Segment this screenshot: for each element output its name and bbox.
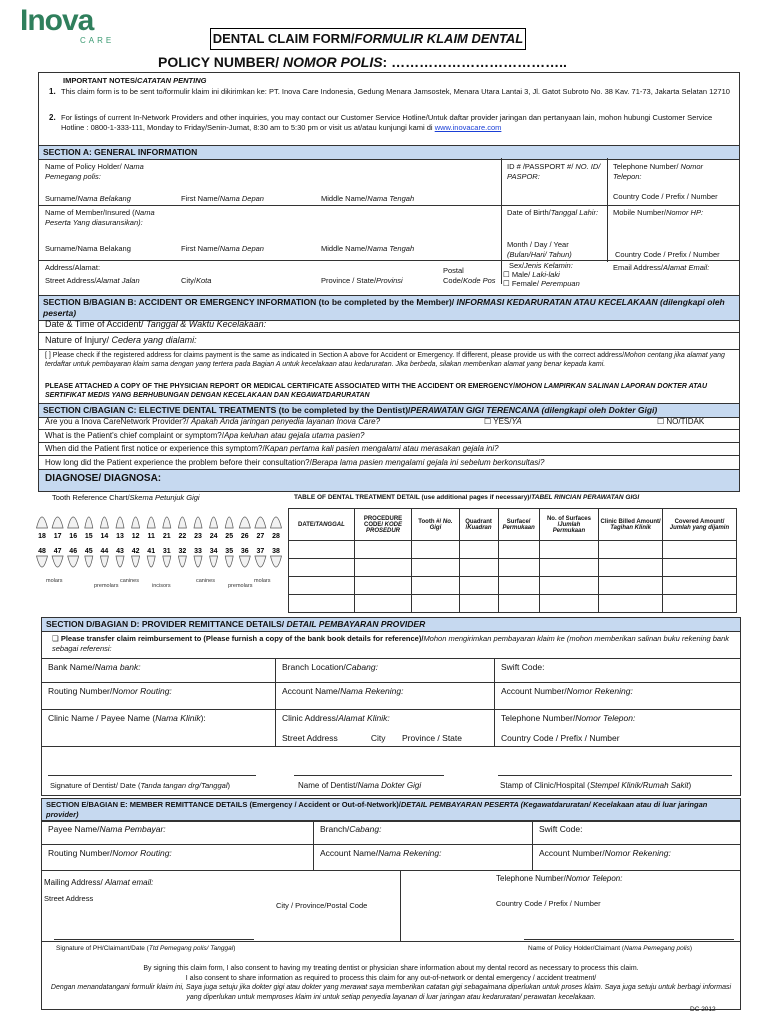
id-passport-label [507,162,602,182]
consent-line-1: By signing this claim form, I also consent to having my treating dentist or physician share information about my dental record as necessary to process this claim. [143,965,639,972]
table-row[interactable] [289,541,737,559]
upper-tooth-number: 22 [178,533,187,540]
mobile-label [613,208,703,218]
upper-tooth-icon [100,517,108,528]
logo-subtext: CARE [80,36,115,45]
jaw-label: molars [254,578,271,584]
upper-tooth-icon [178,517,186,528]
tooth-chart-it: Skema Petunjuk Gigi [129,493,200,502]
email-label [613,263,709,273]
lower-tooth-number: 33 [194,548,202,555]
upper-tooth-icon [68,517,79,528]
postal-label [443,266,503,286]
transfer-note: ❏ Please transfer claim reimbursement to (Please furnish a copy of the bank book details for reference)/Mohon mengirimkan pembayaran klaim ke (mohon memberikan salinan buku rekening bank sebagai referensi: [52,634,730,653]
section-b-header-it: INFORMASI KEDARURATAN ATAU KECELAKAAN (dilengkapi oleh peserta) [43,297,725,318]
dob-en: Date of Birth/ [507,208,551,217]
clinic-name-field[interactable]: Clinic Name / Payee Name (Nama Klinik): [42,710,276,747]
table-row[interactable] [289,559,737,577]
jaw-label: incisors [152,583,171,588]
jaw-label: canines [196,578,215,584]
mobile-it: Nomor HP: [665,208,704,217]
mailing-address-label[interactable]: Mailing Address/ Alamat email: [44,878,154,887]
surname-label [45,194,131,204]
lower-tooth-number: 46 [69,548,78,555]
member-telephone-label[interactable]: Telephone Number/Nomor Telepon: [496,874,623,883]
dentist-signature-label: Signature of Dentist/ Date (Tanda tangan drg/Tanggal) [50,781,230,790]
telephone-label [613,162,733,182]
section-c-header-it: PERAWATAN GIGI TERENCANA (dilengkapi oleh Dokter Gigi) [410,405,658,415]
section-d-header [42,618,740,632]
attach-note [45,382,735,400]
holder-name-label [45,162,165,182]
table-row[interactable] [289,595,737,613]
upper-tooth-number: 24 [209,533,218,540]
form-code: DC 2012 [690,1006,716,1013]
upper-tooth-number: 13 [116,533,124,540]
lower-tooth-icon [132,556,140,567]
logo-text: Inova [20,4,94,37]
col-quadrant: Quadrant /Kuadran [459,509,498,541]
surname-en: Surname/ [45,194,78,203]
section-c-header [39,403,739,418]
firstname-it: Nama Depan [219,194,264,203]
attach-it: MOHON LAMPIRKAN SALINAN LAPORAN DOKTER ATAU SERTIFIKAT MEDIS YANG BERHUBUNGAN DENGAN KECELAKAAN DAN KEGAWATDARURATAN [45,383,708,399]
policy-label: POLICY NUMBER/ [158,54,283,70]
upper-tooth-icon [37,517,48,528]
q1-it: Apakah Anda jaringan penyedia layanan Inova Care? [190,417,381,426]
table-title-it: TABEL RINCIAN PERAWATAN GIGI [531,494,640,501]
lower-tooth-icon [239,556,250,567]
member-account-number-field[interactable]: Account Number/Nomor Rekening: [533,845,741,871]
form-main-box [38,72,740,492]
upper-tooth-number: 17 [53,533,62,540]
sex-it: Jenis Kelamin: [524,261,573,270]
lower-tooth-number: 42 [131,548,140,555]
bank-name-field[interactable]: Bank Name/Nama bank: [42,659,276,683]
surname-label-2: Surname/Nama Belakang [45,244,131,253]
upper-tooth-number: 12 [131,533,140,540]
upper-tooth-icon [194,517,202,528]
claimant-signature-label: Signature of PH/Claimant/Date (Ttd Pemegang polis/ Tanggal) [56,945,236,952]
accident-date-it: Tanggal & Waktu Kecelakaan: [146,319,267,329]
email-en: Email Address/ [613,263,664,272]
note-2-num: 2. [49,113,56,122]
member-city-label: City / Province/Postal Code [276,901,368,910]
tooth-chart [32,506,284,588]
lower-tooth-icon [225,556,233,567]
upper-tooth-icon [85,517,93,528]
section-d-box [41,617,741,796]
injury-en: Nature of Injury/ [45,335,112,345]
title-prefix: DENTAL CLAIM FORM/ [212,31,355,46]
lower-tooth-number: 34 [209,548,218,555]
lower-tooth-number: 32 [178,548,187,555]
female-en: Female/ [511,279,541,288]
branch-field[interactable]: Branch Location/Cabang: [276,659,495,683]
female-option[interactable]: ☐ Female/ Perempuan [503,279,580,288]
street-en: Street Address/ [45,276,97,285]
q1-en: Are you a Inova CareNetwork Provider?/ [45,417,191,426]
upper-tooth-icon [271,517,282,528]
note-1-num: 1. [49,87,56,96]
check-note-en: [ ] Please check if the registered address for claims payment is the same as indicated in Section A above for Accident or Emergency. If different, please provide us with the correct address/ [45,352,625,359]
lower-tooth-icon [100,556,108,567]
lower-tooth-number: 41 [147,548,156,555]
lower-tooth-icon [116,556,124,567]
middlename2-en: Middle Name/ [321,244,368,253]
upper-tooth-number: 25 [225,533,234,540]
member-routing-field[interactable]: Routing Number/Nomor Routing: [42,845,314,871]
lower-tooth-icon [37,556,48,567]
jaw-label: molars [46,578,63,584]
clinic-address-field[interactable]: Clinic Address/Alamat Klinik: Street Address City Province / State [276,710,495,747]
q2-it: Apa keluhan atau gejala utama pasien? [223,431,365,440]
upper-tooth-number: 16 [69,533,78,540]
lower-tooth-icon [210,556,218,567]
section-a-body [39,158,739,288]
q3-en: When did the Patient first notice or experience this symptom?/ [45,444,265,453]
lower-tooth-icon [178,556,186,567]
id-passport-it: NO. ID/ PASPOR: [507,162,601,181]
upper-tooth-number: 27 [256,533,265,540]
treatment-table-header [289,509,737,541]
no-label: NO/TIDAK [666,417,705,426]
transfer-en: Please transfer claim reimbursement to (Please furnish a copy of the bank book details for reference)/ [60,634,424,643]
table-title-en: TABLE OF DENTAL TREATMENT DETAIL (use additional pages if necessary)/ [294,494,532,501]
policy-number-line [158,54,567,70]
no-option[interactable]: ☐ NO/TIDAK [657,417,705,426]
lower-tooth-icon [85,556,93,567]
middlename-label [321,194,414,204]
col-num-surfaces: No. of Surfaces /Jumlah Permukaan [539,509,599,541]
member-swift-field[interactable]: Swift Code: [533,821,741,845]
diagnose-header: DIAGNOSE/ DIAGNOSA: [39,469,739,491]
section-e-header: SECTION E/BAGIAN E: MEMBER REMITTANCE DETAILS (Emergency / Accident or Out-of-Network)/DETAIL PEMBAYARAN PESERTA (Kegawatdaruratan/ Kecelakaan atau di luar jaringan provider) [42,799,740,822]
upper-tooth-icon [52,517,63,528]
duration-question [45,458,544,468]
q4-en: How long did the Patient experience the problem before their consultation?/ [45,458,312,467]
lower-tooth-number: 38 [272,548,280,555]
upper-tooth-icon [116,517,124,528]
city-label [181,276,211,286]
symptom-date-question [45,444,499,454]
upper-tooth-number: 21 [162,533,171,540]
note-1-text: This claim form is to be sent to/formulir klaim ini dikirimkan ke: PT. Inova Care Indonesia, Gedung Menara Jamsostek, Menara Utara Lantai 3, Jl. Gatot Subroto No. 38 Kav. 71-73, Jakarta Selatan 12710 [61,87,730,96]
routing-field[interactable]: Routing Number/Nomor Routing: [42,683,276,710]
notes-heading-it: CATATAN PENTING [137,76,207,85]
middlename-en: Middle Name/ [321,194,368,203]
tooth-chart-en: Tooth Reference Chart/ [52,493,130,502]
note-2-body: For listings of current In-Network Providers and other inquiries, you may contact our Customer Service Hotline/Untuk daftar provider jaringan dan pertanyaan lain, mohon hubungi Customer Service Hotline : 0800-1-333-111, Monday to Friday/Senin-Jumat, 8:30 am to 5:30 pm or visit us at/atau kunjungi kami di [61,113,713,132]
clinic-stamp-label: Stamp of Clinic/Hospital (Stempel Klinik/Rumah Sakit) [500,781,692,790]
consent-text [46,964,736,1002]
website-link[interactable]: www.inovacare.com [434,123,502,132]
lower-tooth-icon [52,556,63,567]
account-number-field[interactable]: Account Number/Nomor Rekening: [495,683,741,710]
lower-tooth-number: 31 [162,548,171,555]
col-covered: Covered Amount/ Jumlah yang dijamin [662,509,736,541]
jaw-label: premolars [228,583,253,588]
mobile-en: Mobile Number/ [613,208,666,217]
city-it: Kota [196,276,212,285]
upper-tooth-icon [255,517,266,528]
city-en: City/ [181,276,196,285]
policy-label-italic: NOMOR POLIS [282,54,383,70]
firstname-label [181,194,264,204]
title-italic: FORMULIR KLAIM DENTAL [354,31,524,46]
male-en: Male/ [511,270,533,279]
lower-tooth-number: 36 [240,548,249,555]
lower-tooth-number: 35 [225,548,234,555]
check-note-it: Mohon centang jika alamat yang terdaftar untuk pembayaran klaim sama dengan yang tertera pada Bagian A untuk kecelakaan atau kedaruratan. Jika berbeda, silakan memberikan alamat yang benar kepada kami. [45,352,725,368]
consent-line-2: I also consent to share information as required to process this claim for any out-of-network or dental emergency / accident treatment/ [185,974,597,982]
lower-tooth-number: 47 [53,548,62,555]
lower-tooth-number: 37 [256,548,265,555]
member-name-label [45,208,175,228]
account-name-field[interactable]: Account Name/Nama Rekening: [276,683,495,710]
lower-tooth-icon [163,556,171,567]
lower-tooth-icon [194,556,202,567]
middlename-label-2 [321,244,414,254]
q4-it: Berapa lama pasien mengalami gejala ini sebelum berkonsultasi? [311,458,545,467]
clinic-telephone-field[interactable]: Telephone Number/Nomor Telepon: Country Code / Prefix / Number [495,710,741,747]
lower-tooth-icon [68,556,79,567]
firstname2-en: First Name/ [181,244,220,253]
telephone-en: Telephone Number/ [613,162,681,171]
holder-name-it: Nama Pemegang polis: [45,162,144,181]
member-bank-table [41,820,741,871]
col-billed: Clinic Billed Amount/ Tagihan Klinik [599,509,663,541]
dob-format-it: (Bulan/Hari/ Tahun) [507,250,572,259]
provider-bank-table [41,658,741,747]
upper-tooth-icon [239,517,250,528]
upper-tooth-number: 23 [194,533,202,540]
upper-tooth-number: 18 [38,533,46,540]
upper-tooth-icon [225,517,233,528]
holder-name-en: Name of Policy Holder/ [45,162,124,171]
upper-tooth-icon [210,517,218,528]
postal-it: Kode Pos [463,276,496,285]
upper-tooth-icon [147,517,155,528]
section-b-header-en: SECTION B/BAGIAN B: ACCIDENT OR EMERGENCY INFORMATION (to be completed by the Member)/ [43,297,457,307]
country-code-hint: Country Code / Prefix / Number [613,192,718,201]
lower-tooth-icon [271,556,282,567]
tooth-chart-svg [32,506,284,588]
treatment-table-title [294,493,639,503]
accident-date-label [45,319,266,330]
col-date: DATE/TANGGAL [289,509,355,541]
address-label: Address/Alamat: [45,263,101,272]
notes-heading-en: IMPORTANT NOTES/ [63,76,138,85]
q2-en: What is the Patient's chief complaint or symptom?/ [45,431,224,440]
treatment-table [288,508,737,613]
member-name-en: Name of Member/Insured ( [45,208,135,217]
swift-field[interactable]: Swift Code: [495,659,741,683]
upper-tooth-icon [132,517,140,528]
female-it: Perempuan [541,279,580,288]
payee-name-field[interactable]: Payee Name/Nama Pembayar: [42,821,314,845]
q3-it: Kapan pertama kali pasien mengalami atau merasakan gejala ini? [264,444,499,453]
consent-line-3: Dengan menandatangani formulir klaim ini, Saya juga setuju jika dokter gigi atau dokter yang merawat saya memberikan catatan gigi sebagaimana diperlukan untuk proses klaim. Saya juga setuju untuk berbagi informasi yang diperlukan untuk memproses klaim ini untuk setiap penyedia layanan di luar jaringan atau kedaruratan/ perawatan kecelakaan. [50,984,732,1001]
address-check-note[interactable] [45,351,735,369]
jaw-label: canines [120,578,139,584]
section-c-header-en: SECTION C/BAGIAN C: ELECTIVE DENTAL TREATMENTS (to be completed by the Dentist)/ [43,405,411,415]
col-tooth: Tooth #/ No. Gigi [412,509,459,541]
transfer-it: Mohon mengirimkan pembayaran klaim ke (mohon memberikan salinan buku rekening bank sebagai referensi: [52,634,730,653]
lower-tooth-icon [147,556,155,567]
surname-it: Nama Belakang [77,194,131,203]
street-it: Alamat Jalan [96,276,140,285]
yes-option[interactable]: ☐ YES/YA [484,417,522,426]
section-e-box [41,798,741,1010]
upper-tooth-number: 26 [240,533,249,540]
holder-name-sig-label: Name of Policy Holder/Claimant (Nama Pemegang polis) [528,945,693,952]
province-label [321,276,403,286]
lower-tooth-number: 43 [116,548,124,555]
id-passport-en: ID # /PASSPORT #/ [507,162,576,171]
male-it: Laki-laki [532,270,560,279]
firstname-label-2 [181,244,264,254]
col-surface: Surface/ Permukaan [498,509,539,541]
inova-care-logo [20,6,130,46]
lower-tooth-number: 44 [100,548,109,555]
postal-en: Postal Code/ [443,266,464,285]
table-row[interactable] [289,577,737,595]
dob-it: Tanggal Lahir: [550,208,599,217]
policy-dots: : ……………………………….. [382,54,567,70]
member-country-code: Country Code / Prefix / Number [496,899,601,908]
firstname2-it: Nama Depan [219,244,264,253]
firstname-en: First Name/ [181,194,220,203]
member-name-it: Nama Peserta Yang diasuransikan): [45,208,155,227]
email-it: Alamat Email: [663,263,710,272]
complaint-question [45,431,365,441]
province-en: Province / State/ [321,276,377,285]
street-label [45,276,140,286]
telephone-it: Nomor Telepon: [613,162,704,181]
lower-tooth-number: 45 [84,548,93,555]
dentist-name-label: Name of Dentist/Nama Dokter Gigi [298,781,422,790]
member-branch-field[interactable]: Branch/Cabang: [314,821,533,845]
injury-label [45,335,197,346]
section-a-header: SECTION A: GENERAL INFORMATION [39,145,739,160]
col-procedure: PROCEDURE CODE/ KODE PROSEDUR [354,509,412,541]
section-d-header-en: SECTION D/BAGIAN D: PROVIDER REMITTANCE DETAILS/ [46,619,287,629]
member-account-name-field[interactable]: Account Name/Nama Rekening: [314,845,533,871]
attach-en: PLEASE ATTACHED A COPY OF THE PHYSICIAN REPORT OR MEDICAL CERTIFICATE ASSOCIATED WITH THE ACCIDENT OR EMERGENCY/ [45,383,516,390]
section-d-header-it: DETAIL PEMBAYARAN PROVIDER [286,619,426,629]
jaw-label: premolars [94,583,119,588]
note-2-text [61,113,731,133]
yes-en: YES/ [493,417,512,426]
upper-tooth-icon [163,517,171,528]
middlename2-it: Nama Tengah [367,244,415,253]
network-question [45,417,380,427]
notes-heading [63,76,206,86]
accident-date-en: Date & Time of Accident/ [45,319,147,329]
country-code-hint-2: Country Code / Prefix / Number [615,250,720,259]
upper-tooth-number: 15 [84,533,93,540]
upper-tooth-number: 28 [272,533,280,540]
section-b-header [39,295,739,321]
dob-format: Month / Day / Year [507,240,569,249]
dob-label [507,208,602,218]
upper-tooth-number: 11 [147,533,155,540]
injury-it: Cedera yang dialami: [111,335,197,345]
yes-it: YA [511,417,522,426]
lower-tooth-icon [255,556,266,567]
lower-tooth-number: 48 [38,548,46,555]
province-it: Provinsi [376,276,403,285]
member-street-label: Street Address [44,894,94,903]
form-title [210,28,526,50]
male-option[interactable]: ☐ Male/ Laki-laki [503,270,560,279]
middlename-it: Nama Tengah [367,194,415,203]
sex-en: Sex/ [509,261,525,270]
upper-tooth-number: 14 [100,533,109,540]
tooth-chart-title [52,493,200,503]
